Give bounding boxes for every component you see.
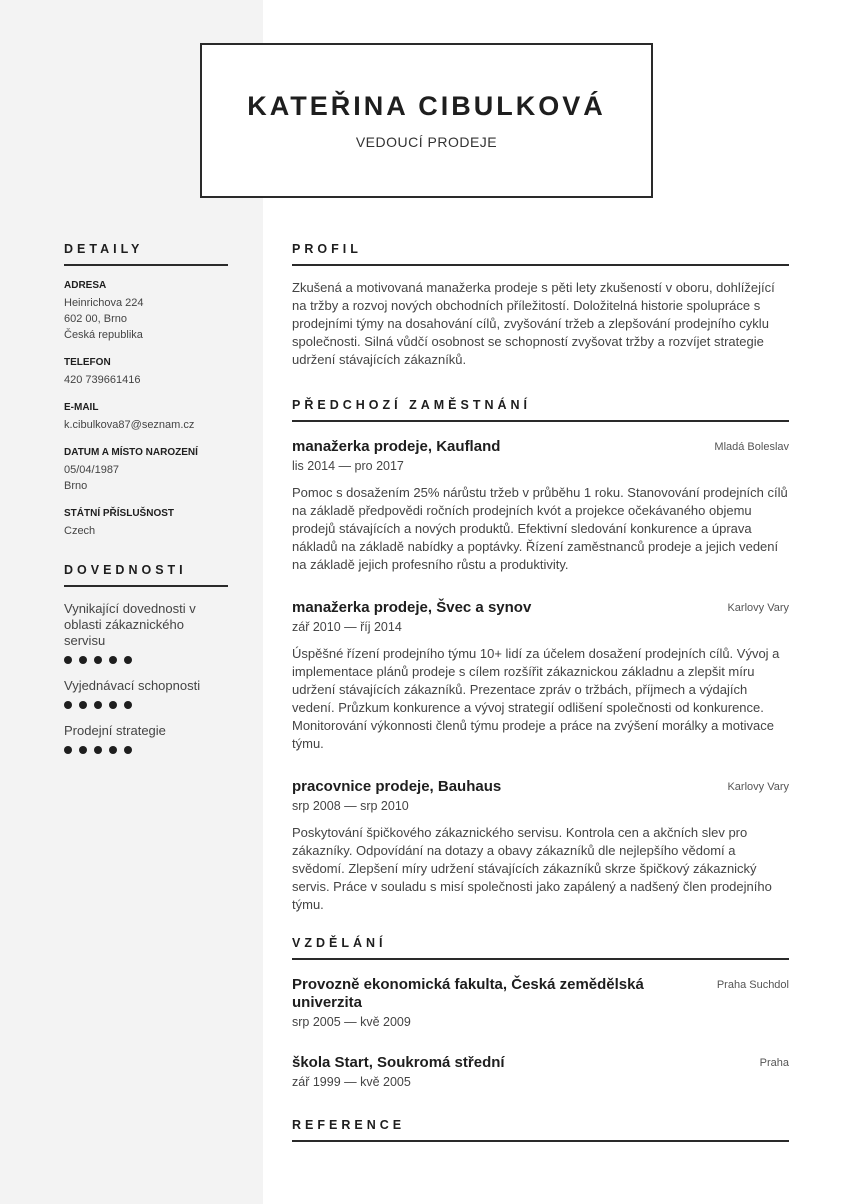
job-location: Karlovy Vary xyxy=(727,781,789,793)
education-title: Provozně ekonomická fakulta, Česká zemědělská univerzita xyxy=(292,976,644,1011)
rating-dot-icon xyxy=(109,656,117,664)
profile-section xyxy=(292,242,789,369)
rating-dot-icon xyxy=(64,746,72,754)
skill-name: Prodejní strategie xyxy=(64,723,166,738)
education-title: škola Start, Soukromá střední xyxy=(292,1054,505,1071)
email-label: E-MAIL xyxy=(64,402,99,413)
skill-rating xyxy=(64,701,228,709)
job-description: Pomoc s dosažením 25% nárůstu tržeb v průběhu 1 roku. Stanovování prodejních cílů na základě předpovědi ročních prodejních kvót a projekce očekávaného objemu prodejů stávajících a nových produktů. Efektivní sledování konkurence a úprava nákladů na základě nabídky a poptávky. Řízení zaměstnanců prodeje a jejich vedení na základě jejich profesního růstu a produktivity. xyxy=(292,485,788,572)
rating-dot-icon xyxy=(79,701,87,709)
skills-section xyxy=(64,563,228,754)
education-entry xyxy=(292,1054,789,1089)
education-entry xyxy=(292,976,789,1029)
rating-dot-icon xyxy=(124,701,132,709)
skill-rating xyxy=(64,746,228,754)
rating-dot-icon xyxy=(94,656,102,664)
education-location: Praha Suchdol xyxy=(716,979,789,991)
address-label: ADRESA xyxy=(64,280,107,291)
header-box xyxy=(200,43,653,198)
nationality-label: STÁTNÍ PŘÍSLUŠNOST xyxy=(64,508,175,519)
phone-label: TELEFON xyxy=(64,357,111,368)
candidate-name: KATEŘINA CIBULKOVÁ xyxy=(247,91,606,121)
details-section xyxy=(64,242,228,539)
candidate-job-title: VEDOUCÍ PRODEJE xyxy=(355,134,498,150)
birth-field xyxy=(64,447,228,494)
address-line: 602 00, Brno xyxy=(64,313,127,325)
job-location: Karlovy Vary xyxy=(727,602,789,614)
employment-section xyxy=(292,398,789,914)
skill-item xyxy=(64,678,228,709)
rating-dot-icon xyxy=(94,746,102,754)
phone-field xyxy=(64,357,228,388)
education-location: Praha xyxy=(759,1057,789,1069)
job-dates: srp 2008 — srp 2010 xyxy=(292,799,409,813)
rating-dot-icon xyxy=(124,656,132,664)
profile-text: Zkušená a motivovaná manažerka prodeje s pěti lety zkušeností v oboru, dohlížející na tržby a rozvoj nových obchodních příležitostí. Doložitelná historie spolupráce s prodejními týmy na dosahování cílů, zvyšování tržeb a zlepšování prodejního cyklu společnosti. Silná vůdčí osobnost se schopností zvyšovat tržby a rozvíjet strategie udržení stávajících zákazníků. xyxy=(292,280,775,367)
education-heading: VZDĚLÁNÍ xyxy=(292,936,789,960)
job-dates: lis 2014 — pro 2017 xyxy=(292,459,404,473)
skill-item xyxy=(64,723,228,754)
rating-dot-icon xyxy=(94,701,102,709)
birth-date: 05/04/1987 xyxy=(64,464,120,476)
job-description: Poskytování špičkového zákaznického servisu. Kontrola cen a akčních slev pro zákazníky. Odpovídání na dotazy a obavy zákazníků dle nejlepšího vědomí a svědomí. Zlepšení míry udržení stávajících zákazníků skrze špičkový zákaznický servis. Práce v souladu s misí společnosti jako zapálený a nadšený člen prodejního týmu. xyxy=(292,825,772,912)
job-entry xyxy=(292,438,789,574)
rating-dot-icon xyxy=(109,701,117,709)
education-section xyxy=(292,936,789,1089)
email-field xyxy=(64,402,228,433)
nationality-field xyxy=(64,508,228,539)
reference-heading: REFERENCE xyxy=(292,1118,789,1142)
rating-dot-icon xyxy=(124,746,132,754)
rating-dot-icon xyxy=(79,746,87,754)
job-title: manažerka prodeje, Švec a synov xyxy=(292,599,532,616)
job-entry xyxy=(292,778,789,914)
job-description: Úspěšné řízení prodejního týmu 10+ lidí za účelem dosažení prodejních cílů. Vývoj a implementace plánů prodeje s cílem rozšířit zákaznickou základnu a zlepšit míru udržení stávajících zákazníků. Prezentace zpráv o tržbách, příjmech a výdajích vedení. Průzkum konkurence a vývoj strategií odlišení společnosti od konkurence. Monitorování výkonnosti členů týmu prodeje a práce na zvýšení morálky a motivace týmu. xyxy=(292,646,780,751)
details-heading: DETAILY xyxy=(64,242,228,266)
nationality-value: Czech xyxy=(64,525,96,537)
employment-heading: PŘEDCHOZÍ ZAMĚSTNÁNÍ xyxy=(292,398,789,422)
skill-name: Vynikající dovednosti v oblasti zákaznického servisu xyxy=(64,601,196,648)
birth-label: DATUM A MÍSTO NAROZENÍ xyxy=(64,447,198,458)
reference-section xyxy=(292,1118,789,1142)
skill-rating xyxy=(64,656,228,664)
address-line: Heinrichova 224 xyxy=(64,297,144,309)
email-value[interactable]: k.cibulkova87@seznam.cz xyxy=(64,419,195,431)
skill-name: Vyjednávací schopnosti xyxy=(64,678,201,693)
job-title: pracovnice prodeje, Bauhaus xyxy=(292,778,502,795)
rating-dot-icon xyxy=(79,656,87,664)
education-dates: zář 1999 — kvě 2005 xyxy=(292,1075,411,1089)
job-title: manažerka prodeje, Kaufland xyxy=(292,438,501,455)
job-dates: zář 2010 — říj 2014 xyxy=(292,620,402,634)
education-dates: srp 2005 — kvě 2009 xyxy=(292,1015,411,1029)
job-location: Mladá Boleslav xyxy=(714,441,789,453)
skill-item xyxy=(64,601,228,664)
rating-dot-icon xyxy=(64,701,72,709)
rating-dot-icon xyxy=(64,656,72,664)
address-field xyxy=(64,280,228,343)
job-entry xyxy=(292,599,789,753)
phone-value: 420 739661416 xyxy=(64,374,141,386)
rating-dot-icon xyxy=(109,746,117,754)
birth-place: Brno xyxy=(64,480,88,492)
profile-heading: PROFIL xyxy=(292,242,789,266)
address-line: Česká republika xyxy=(64,329,143,341)
skills-heading: DOVEDNOSTI xyxy=(64,563,228,587)
